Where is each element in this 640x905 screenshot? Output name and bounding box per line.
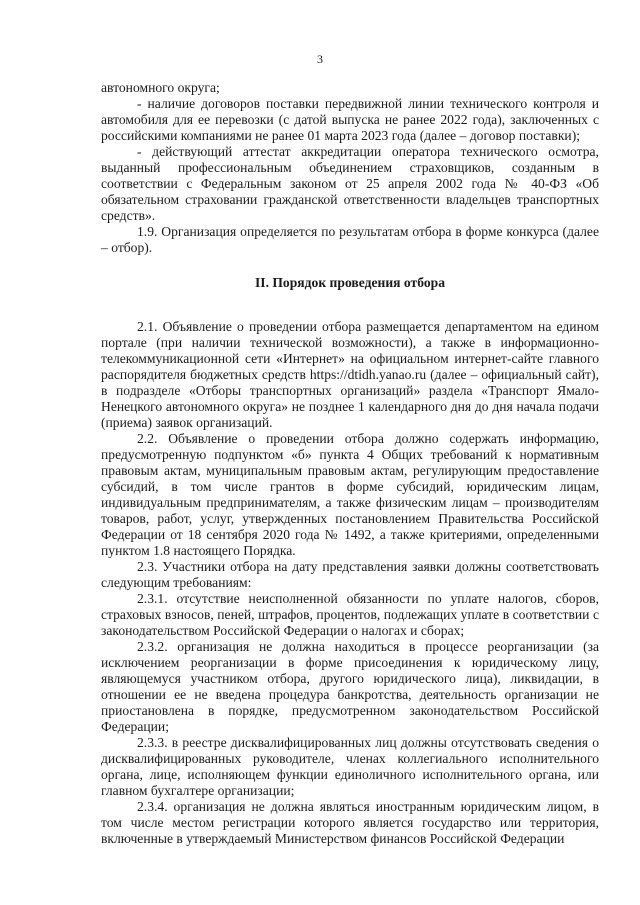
paragraph-2-3-4: 2.3.4. организация не должна являться иностранным юридическим лицом, в том числе местом регистрации которого является государство или территория, включенные в утверждаемый Министерством финансов Российской Федерации [101,799,599,846]
section-heading: II. Порядок проведения отбора [254,275,445,290]
paragraph-2-3-2: 2.3.2. организация не должна находиться в процессе реорганизации (за исключением реорганизации в форме присоединения к юридическому лицу, являющемуся участником отбора, другого юридического лица), ликвидации, в отношении ее не введена процедура банкротства, деятельность организации не приостановлена в порядке, предусмотренном законодательством Российской Федерации; [101,639,599,734]
paragraph-2-3-3: 2.3.3. в реестре дисквалифицированных лиц должны отсутствовать сведения о дисквалифицированных руководителе, членах коллегиального исполнительного органа, лице, исполняющем функции единоличного исполнительного органа, или главном бухгалтере организации; [101,735,599,798]
paragraph-supply-contracts: - наличие договоров поставки передвижной линии технического контроля и автомобиля для ее перевозки (с датой выпуска не ранее 2022 года), заключенных с российскими компаниями не ранее 01 марта 2023 года (далее – договор поставки); [101,96,599,143]
paragraph-2-3-1: 2.3.1. отсутствие неисполненной обязанности по уплате налогов, сборов, страховых взносов, пеней, штрафов, процентов, подлежащих уплате в соответствии с законодательством Российской Федерации о налогах и сборах; [101,591,599,638]
paragraph-2-2: 2.2. Объявление о проведении отбора должно содержать информацию, предусмотренную подпунктом «б» пункта 4 Общих требований к нормативным правовым актам, муниципальным правовым актам, регулирующим предоставление субсидий, в том числе грантов в форме субсидий, юридическим лицам, индивидуальным предпринимателям, а также физическим лицам – производителям товаров, работ, услуг, утвержденных постановлением Правительства Российской Федерации от 18 сентября 2020 года № 1492, а также критериями, определенными пунктом 1.8 настоящего Порядка. [101,431,599,558]
paragraph-2-1: 2.1. Объявление о проведении отбора размещается департаментом на едином портале (при наличии технической возможности), а также в информационно-телекоммуникационной сети «Интернет» на официальном интернет-сайте главного распорядителя бюджетных средств https://dtidh.yanao.ru (далее – официальный сайт), в подразделе «Отборы транспортных организаций» раздела «Транспорт Ямало-Ненецкого автономного округа» не позднее 1 календарного дня до дня начала подачи (приема) заявок организаций. [101,319,599,430]
paragraph-2-3: 2.3. Участники отбора на дату представления заявки должны соответствовать следующим требованиям: [101,559,599,590]
paragraph-okrug-continuation: автономного округа; [101,80,220,95]
paragraph-1-9: 1.9. Организация определяется по результатам отбора в форме конкурса (далее – отбор). [101,224,599,255]
paragraph-accreditation: - действующий аттестат аккредитации оператора технического осмотра, выданный профессиональным объединением страховщиков, созданным в соответствии с Федеральным законом от 25 апреля 2002 года № 40-ФЗ «Об обязательном страховании гражданской ответственности владельцев транспортных средств». [101,144,599,223]
document-body [101,80,599,847]
page-number: 3 [317,52,323,66]
